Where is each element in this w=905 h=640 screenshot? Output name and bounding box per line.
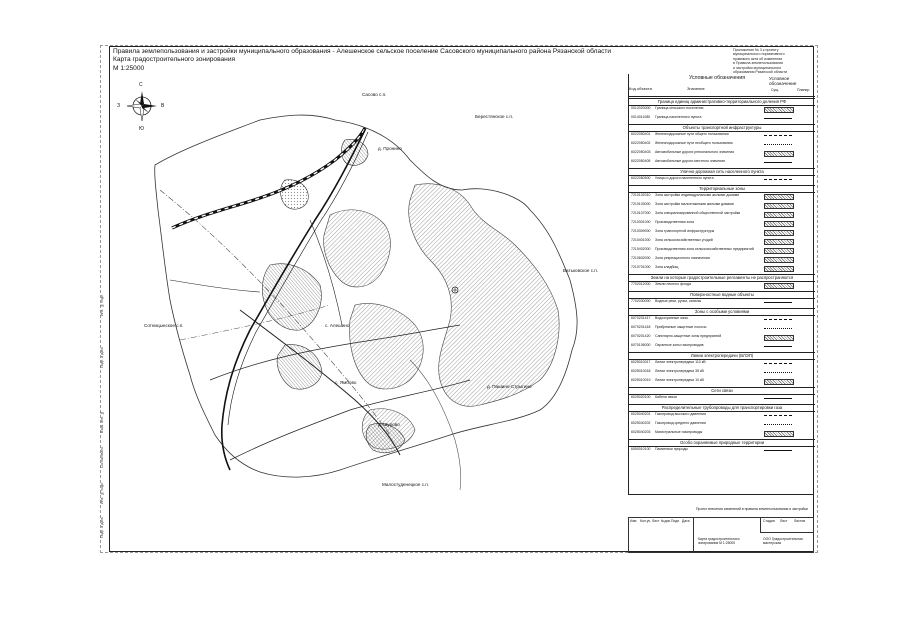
legend-symbol bbox=[764, 162, 792, 163]
legend-name: Зона застройки малоэтажными жилыми домами bbox=[655, 202, 734, 206]
legend-row bbox=[629, 430, 815, 436]
legend-row bbox=[629, 202, 815, 208]
legend-name: Линии электропередачи 35 кВ bbox=[655, 369, 704, 373]
stamp-col: №док. bbox=[661, 519, 671, 523]
legend-row bbox=[629, 115, 815, 121]
legend-name: Автомобильные дороги местного значения bbox=[655, 159, 725, 163]
legend-section: Сети связи bbox=[629, 387, 815, 395]
legend-row bbox=[629, 334, 815, 340]
legend-code: 6022050402 bbox=[631, 141, 651, 145]
legend-name: Охранные зоны газопроводов bbox=[655, 343, 704, 347]
note-line: Приложение № 3 к проекту bbox=[733, 48, 779, 52]
legend-symbol bbox=[764, 212, 794, 218]
legend-name: Прибрежные защитные полосы bbox=[655, 325, 707, 329]
stamp-col: Подп. bbox=[671, 519, 681, 523]
left-tick: Инв. № подл. bbox=[100, 481, 104, 504]
label-batkovo: Батьковское с.п. bbox=[563, 268, 599, 273]
legend-symbol bbox=[764, 179, 792, 180]
approval-note bbox=[733, 48, 813, 74]
legend-code: 7210701000 bbox=[631, 265, 651, 269]
legend-row bbox=[629, 421, 815, 427]
legend-code: 6050010100 bbox=[631, 447, 651, 451]
map-subtitle: Карта градостроительного зонирования bbox=[113, 56, 236, 64]
legend-symbol bbox=[764, 257, 794, 263]
legend-header bbox=[629, 74, 815, 97]
legend-code: 6025040202 bbox=[631, 421, 651, 425]
legend-name: Зона сельскохозяйственных угодий bbox=[655, 238, 713, 242]
legend-name: Магистральные газопроводы bbox=[655, 430, 703, 434]
map-scale: М 1:25000 bbox=[113, 64, 145, 72]
legend-row bbox=[629, 360, 815, 366]
legend-col-existing: Сущ. bbox=[771, 88, 780, 92]
left-tick: Согласовано bbox=[100, 446, 104, 469]
legend-name: Зона специализированной общественной застройки bbox=[655, 211, 741, 215]
legend-code: 7702030000 bbox=[631, 299, 651, 303]
legend-section: Особо охраняемые природные территории bbox=[629, 439, 815, 447]
legend-section: Территориальные зоны bbox=[629, 185, 815, 193]
legend-code: 6070201418 bbox=[631, 325, 651, 329]
note-line: муниципального нормативного bbox=[733, 52, 785, 57]
stamp-col: Кол.уч. bbox=[640, 519, 652, 523]
legend-name: Улицы и дороги населенного пункта bbox=[655, 176, 714, 180]
label-berestyanskoe: Берестянское с.п. bbox=[475, 114, 514, 119]
legend-row bbox=[629, 447, 815, 453]
legend-name: Автомобильные дороги регионального значения bbox=[655, 150, 735, 154]
legend-name: Водные реки, ручьи, каналы bbox=[655, 299, 702, 303]
legend-row bbox=[629, 220, 815, 226]
legend-section: Граница единиц административно-территориального деления РФ bbox=[629, 98, 815, 106]
legend-name: Зона кладбищ bbox=[655, 265, 679, 269]
legend-symbol bbox=[764, 107, 794, 113]
left-tick: Подп. и дата bbox=[100, 347, 104, 368]
compass-south: Ю bbox=[139, 126, 145, 132]
road bbox=[170, 280, 260, 292]
map-title: Правила землепользования и застройки муниципального образования - Алешенское сельское поселение Сасовского муниципального района Рязанской области bbox=[113, 48, 612, 55]
legend-name: Производственная зона сельскохозяйственных предприятий bbox=[655, 247, 754, 251]
compass-west: З bbox=[117, 103, 121, 109]
legend-section: Линии электропередачи (ВЛЭП) bbox=[629, 352, 815, 360]
legend-symbol bbox=[764, 239, 794, 245]
legend-name: Газопровод среднего давления bbox=[655, 421, 706, 425]
legend-row bbox=[629, 247, 815, 253]
legend-col-name: Значение bbox=[687, 86, 705, 91]
label-malostudenets: Малостуденецкое с.п. bbox=[382, 482, 430, 487]
legend-code: 7210103000 bbox=[631, 202, 651, 206]
legend-row bbox=[629, 395, 815, 401]
legend-code: 7210301000 bbox=[631, 220, 651, 224]
forest-area bbox=[324, 210, 391, 287]
legend-name: Газопровод высокого давления bbox=[655, 412, 706, 416]
legend-symbol bbox=[764, 415, 792, 416]
legend-symbol bbox=[764, 118, 792, 119]
legend-code: 0014011080 bbox=[631, 115, 651, 119]
label-sasovo: Сасово с.п. bbox=[362, 92, 387, 97]
legend-symbol bbox=[764, 328, 792, 329]
compass-north: С bbox=[139, 82, 143, 88]
legend-row bbox=[629, 193, 815, 199]
legend-code: 6022050405 bbox=[631, 159, 651, 163]
title-stamp bbox=[628, 494, 814, 553]
legend-code: 6025040203 bbox=[631, 430, 651, 434]
legend-symbol bbox=[764, 144, 792, 145]
stamp-stage: Стадия bbox=[763, 519, 775, 523]
legend-code: 6025010019 bbox=[631, 378, 651, 382]
legend-code: 7210107000 bbox=[631, 211, 651, 215]
legend-section: Зоны с особыми условиями bbox=[629, 308, 815, 316]
legend-section: Улично-дорожная сеть населенного пункта bbox=[629, 168, 815, 176]
label-pashino: д. Пашино-Стрыгино bbox=[487, 384, 532, 389]
legend-code: 6025010017 bbox=[631, 360, 651, 364]
stamp-col: Лист bbox=[652, 519, 660, 523]
stamp-sheets: Листов bbox=[794, 519, 806, 523]
legend-row bbox=[629, 211, 815, 217]
stamp-col: Изм. bbox=[630, 519, 638, 523]
legend-section: Земли на которые градостроительные регламенты не распространяются bbox=[629, 274, 815, 282]
legend-row bbox=[629, 412, 815, 418]
legend-row bbox=[629, 176, 815, 182]
legend-row bbox=[629, 238, 815, 244]
note-line: в Правила землепользования bbox=[733, 61, 783, 66]
note-line: образования Рязанской области bbox=[733, 70, 788, 75]
legend-name: Граница населенного пункта bbox=[655, 115, 702, 119]
stamp-sheet: Лист bbox=[780, 519, 788, 523]
legend-symbol bbox=[764, 335, 794, 341]
legend-name: Производственная зона bbox=[655, 220, 694, 224]
compass-east: В bbox=[161, 103, 165, 109]
legend-name: Кабели связи bbox=[655, 395, 677, 399]
legend-code: 7702012000 bbox=[631, 282, 651, 286]
legend-row bbox=[629, 369, 815, 375]
legend-symbol bbox=[764, 372, 792, 373]
legend-code: 7210102010 bbox=[631, 193, 651, 197]
legend-row bbox=[629, 282, 815, 288]
legend-name: Санитарно-защитные зоны предприятий bbox=[655, 334, 722, 338]
legend-col-code: Код объекта bbox=[629, 86, 652, 91]
legend-symbol bbox=[764, 379, 794, 385]
legend-panel bbox=[628, 74, 815, 494]
legend-symbol bbox=[764, 248, 794, 254]
legend-name: Земли лесного фонда bbox=[655, 282, 691, 286]
legend-symbol bbox=[764, 266, 794, 272]
label-pronino: д. Пронино bbox=[378, 146, 402, 151]
legend-symbol bbox=[764, 221, 794, 227]
legend-row bbox=[629, 159, 815, 165]
stamp-col: Дата bbox=[682, 519, 690, 523]
legend-code: 7210401000 bbox=[631, 238, 651, 242]
legend-symbol bbox=[764, 151, 794, 157]
legend-row bbox=[629, 132, 815, 138]
legend-code: 6022050401 bbox=[631, 132, 651, 136]
legend-symbol bbox=[764, 363, 792, 364]
label-aleshino: с. Алешино bbox=[325, 323, 350, 328]
legend-code: 6025010018 bbox=[631, 369, 651, 373]
legend-symbol bbox=[764, 398, 792, 399]
legend-row bbox=[629, 325, 815, 331]
legend-symbol bbox=[764, 424, 792, 425]
legend-name: Граница сельского поселения bbox=[655, 106, 704, 110]
legend-name: Зона рекреационного назначения bbox=[655, 256, 710, 260]
legend-col-symbol: Условное обозначение bbox=[769, 76, 797, 86]
legend-row bbox=[629, 316, 815, 322]
label-shurovo: д. Шурово bbox=[378, 422, 400, 427]
settlement-zone bbox=[277, 345, 322, 390]
legend-row bbox=[629, 106, 815, 112]
legend-symbol bbox=[764, 319, 792, 320]
stamp-organization: ООО Градостроительная мастерская bbox=[763, 537, 803, 545]
label-yangovo: с. Ямбово bbox=[335, 380, 357, 385]
legend-section: Распределительные трубопроводы для транспортировки газа bbox=[629, 404, 815, 412]
legend-code: 0012020000 bbox=[631, 106, 651, 110]
legend-symbol bbox=[764, 283, 794, 289]
legend-code: 6070201420 bbox=[631, 334, 651, 338]
legend-symbol bbox=[764, 203, 794, 209]
note-line: и застройки муниципального bbox=[733, 65, 782, 70]
map-title-block bbox=[113, 48, 678, 73]
legend-symbol bbox=[764, 450, 792, 451]
legend-row bbox=[629, 141, 815, 147]
legend-title: Условные обозначения bbox=[689, 75, 746, 81]
left-tick: Подп. и дата bbox=[100, 517, 104, 538]
label-sotnikovo: Сотницынское с.п. bbox=[144, 323, 184, 328]
legend-symbol bbox=[764, 346, 792, 347]
stamp-header: Проект внесения изменений в правила землепользования и застройки bbox=[696, 507, 808, 511]
legend-name: Зона застройки индивидуальными жилыми домами bbox=[655, 193, 740, 197]
zoning-map bbox=[110, 80, 625, 495]
left-tick: Инв. № подл. bbox=[100, 293, 104, 317]
legend-row bbox=[629, 343, 815, 349]
legend-code: 7210602000 bbox=[631, 256, 651, 260]
legend-code: 7210402000 bbox=[631, 247, 651, 251]
legend-name: Водоохранные зоны bbox=[655, 316, 689, 320]
legend-section: Объекты транспортной инфраструктуры bbox=[629, 124, 815, 132]
settlement-zone bbox=[262, 264, 321, 331]
legend-name: Линии электропередачи 110 кВ bbox=[655, 360, 706, 364]
legend-row bbox=[629, 256, 815, 262]
legend-code: 7210309000 bbox=[631, 229, 651, 233]
note-line: правового акта об изменении bbox=[733, 56, 783, 61]
left-tick: Взам. инв. № bbox=[100, 411, 104, 434]
legend-row bbox=[629, 265, 815, 271]
legend-name: Линии электропередачи 10 кВ bbox=[655, 378, 704, 382]
legend-code: 6025040201 bbox=[631, 412, 651, 416]
legend-symbol bbox=[764, 230, 794, 236]
legend-col-planned: Планир. bbox=[797, 88, 811, 92]
legend-name: Памятники природы bbox=[655, 447, 688, 451]
forest-area bbox=[350, 304, 424, 389]
legend-row bbox=[629, 378, 815, 384]
legend-code: 6022050500 bbox=[631, 176, 651, 180]
legend-symbol bbox=[764, 431, 794, 437]
legend-name: Железнодорожные пути необщего пользования bbox=[655, 141, 733, 145]
legend-symbol bbox=[764, 302, 792, 303]
stamp-document: Карта градостроительного зонирования М 1:25000 bbox=[698, 537, 740, 545]
legend-name: Зона транспортной инфраструктуры bbox=[655, 229, 715, 233]
legend-section: Поверхностные водные объекты bbox=[629, 291, 815, 299]
legend-code: 6070201417 bbox=[631, 316, 651, 320]
legend-code: 6070106000 bbox=[631, 343, 651, 347]
legend-code: 6022050403 bbox=[631, 150, 651, 154]
legend-code: 6025020100 bbox=[631, 395, 651, 399]
legend-symbol bbox=[764, 135, 792, 136]
legend-row bbox=[629, 299, 815, 305]
legend-row bbox=[629, 229, 815, 235]
legend-row bbox=[629, 150, 815, 156]
legend-name: Железнодорожные пути общего пользования bbox=[655, 132, 729, 136]
legend-symbol bbox=[764, 194, 794, 200]
